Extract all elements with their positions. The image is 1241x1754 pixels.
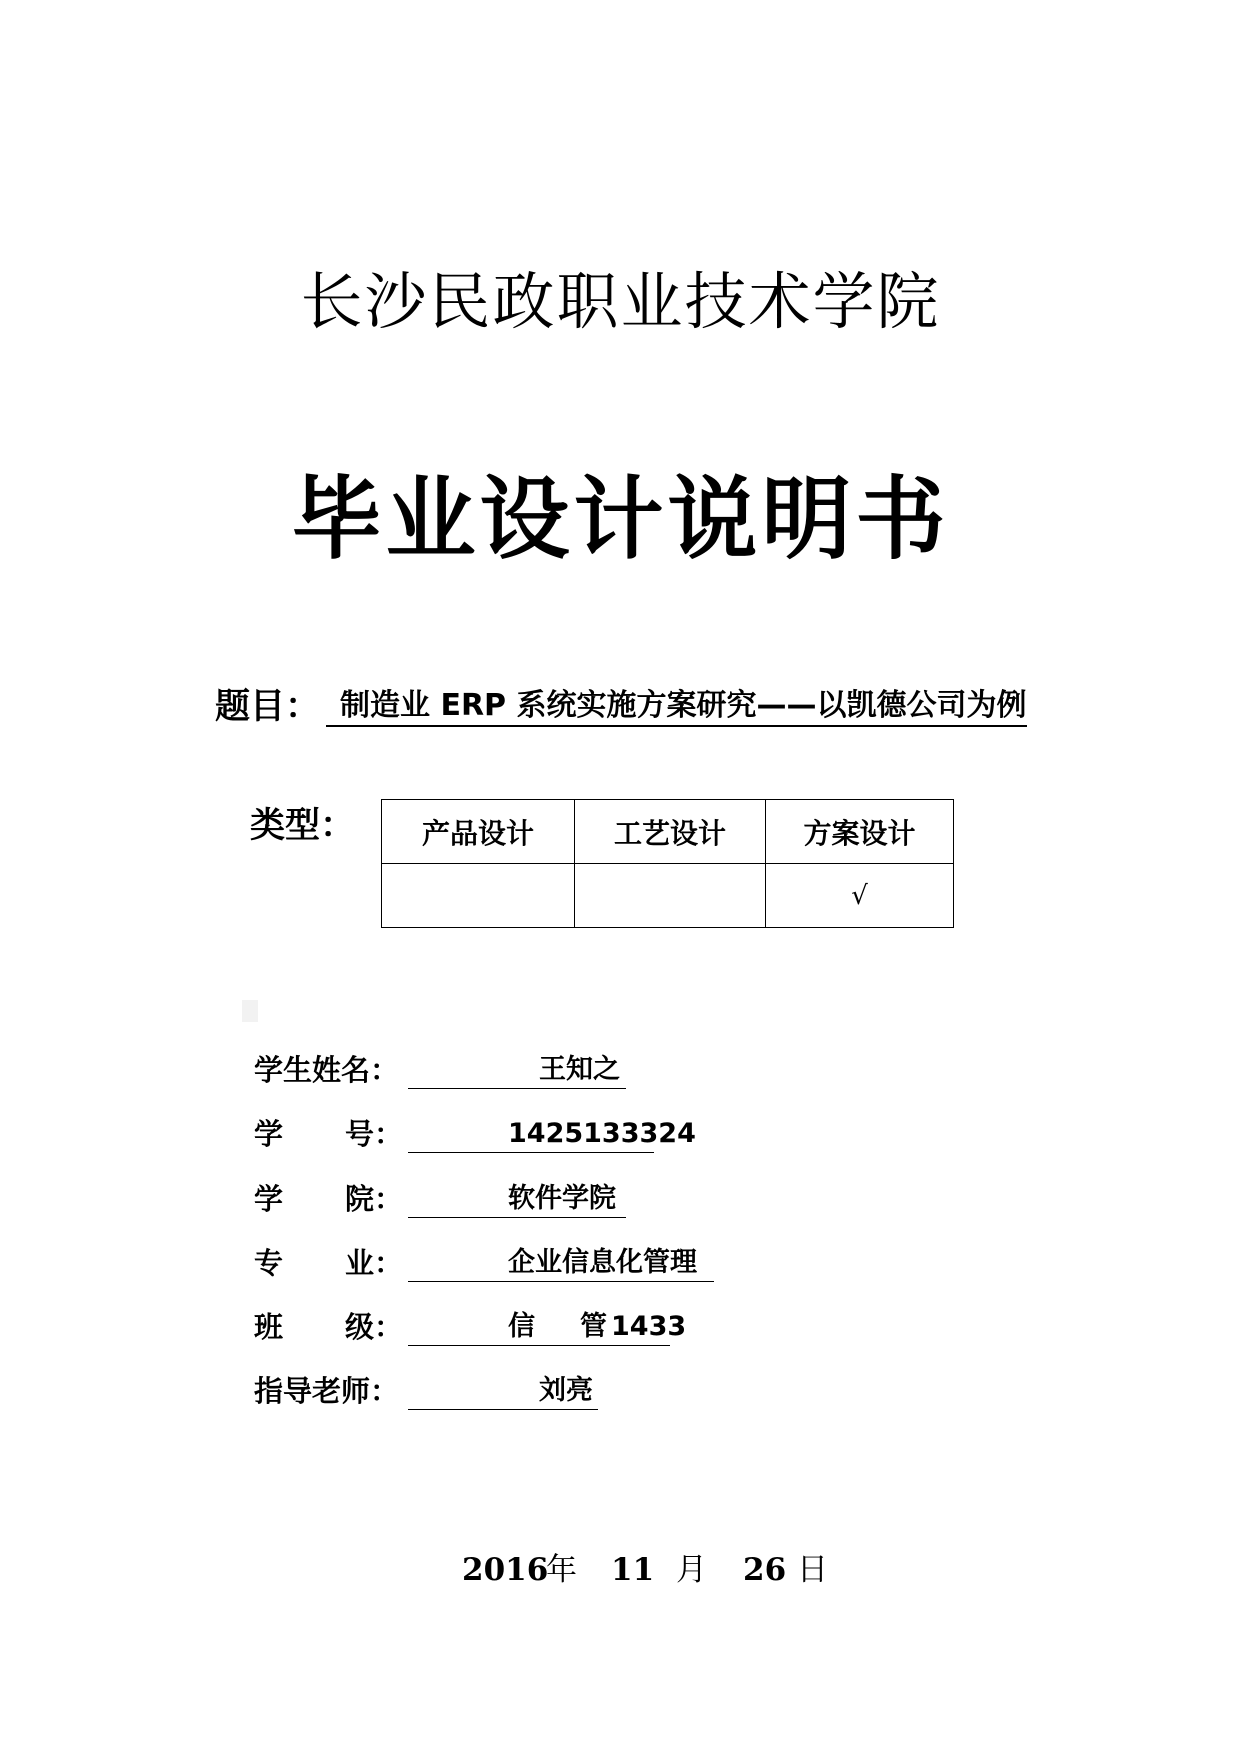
class-label-char1: 班 — [254, 1310, 284, 1344]
type-label: 类型： — [250, 806, 356, 846]
class-value-part3: 1433 — [611, 1311, 687, 1342]
class-value-part1: 信 — [508, 1311, 535, 1342]
type-mark-row — [382, 864, 954, 928]
topic-row — [215, 684, 1027, 728]
class-value-part2: 管 — [580, 1311, 607, 1342]
date-year: 2016 — [462, 1552, 549, 1588]
college-label-char2: 院： — [345, 1182, 404, 1216]
date-day-unit: 日 — [797, 1552, 828, 1588]
class-label-char2: 级： — [345, 1310, 404, 1344]
major-label-char1: 专 — [254, 1246, 284, 1280]
type-header-product: 产品设计 — [382, 800, 575, 864]
student-name-value: 王知之 — [539, 1054, 620, 1085]
type-mark-scheme: √ — [766, 864, 954, 928]
design-type-table — [381, 799, 954, 928]
college-value: 软件学院 — [508, 1183, 616, 1214]
faint-scan-mark — [242, 1000, 258, 1022]
document-title: 毕业设计说明书 — [291, 467, 950, 572]
type-mark-process — [575, 864, 766, 928]
date-day: 26 — [743, 1552, 787, 1588]
college-field — [408, 1179, 626, 1218]
type-header-process: 工艺设计 — [575, 800, 766, 864]
major-label-char2: 业： — [345, 1246, 404, 1280]
advisor-label: 指导老师： — [254, 1374, 400, 1408]
advisor-value: 刘亮 — [539, 1375, 593, 1406]
student-id-label-char1: 学 — [254, 1117, 284, 1151]
school-name: 长沙民政职业技术学院 — [300, 265, 941, 338]
type-header-scheme: 方案设计 — [766, 800, 954, 864]
topic-value: 制造业 ERP 系统实施方案研究——以凯德公司为例 — [326, 687, 1026, 727]
date-year-unit: 年 — [546, 1552, 577, 1588]
class-field — [408, 1307, 687, 1346]
major-field — [408, 1243, 714, 1282]
student-id-field — [408, 1114, 696, 1153]
topic-label: 题目： — [215, 686, 321, 727]
type-mark-product — [382, 864, 575, 928]
type-header-row — [382, 800, 954, 864]
date-month-unit: 月 — [676, 1552, 707, 1588]
major-value: 企业信息化管理 — [508, 1247, 697, 1278]
date-month: 11 — [611, 1552, 655, 1588]
college-label-char1: 学 — [254, 1182, 284, 1216]
student-name-label: 学生姓名： — [254, 1053, 400, 1087]
student-id-value: 1425133324 — [508, 1118, 696, 1149]
date-row — [0, 1546, 1241, 1594]
student-name-field — [408, 1050, 626, 1089]
student-id-label-char2: 号： — [345, 1117, 404, 1151]
advisor-field — [408, 1371, 598, 1410]
